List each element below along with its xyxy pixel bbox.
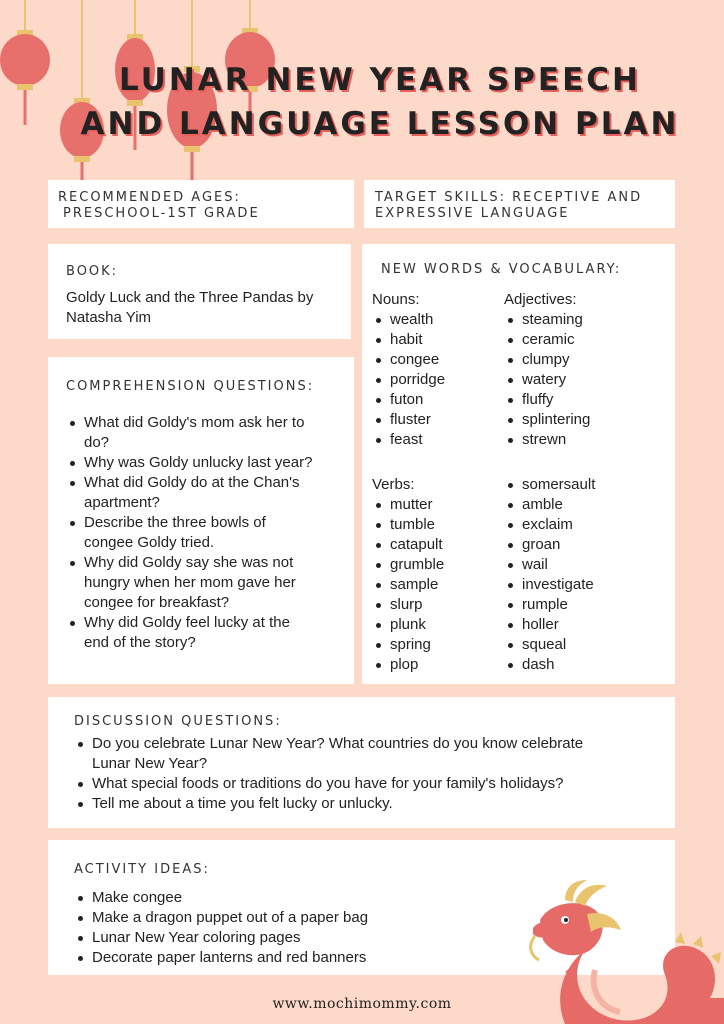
list-item: Make a dragon puppet out of a paper bag <box>74 908 649 928</box>
list-item: somersault <box>504 475 634 495</box>
list-item: Make congee <box>74 888 649 908</box>
list-item: fluster <box>372 410 502 430</box>
list-item: squeal <box>504 635 634 655</box>
list-item: investigate <box>504 575 634 595</box>
list-item: clumpy <box>504 350 634 370</box>
vocabulary-label: NEW WORDS & VOCABULARY: <box>381 262 622 277</box>
book-label: BOOK: <box>66 264 119 279</box>
list-item: catapult <box>372 535 502 555</box>
comprehension-list <box>66 413 336 653</box>
list-item: Decorate paper lanterns and red banners <box>74 948 649 968</box>
list-item: futon <box>372 390 502 410</box>
list-item: grumble <box>372 555 502 575</box>
discussion-label: DISCUSSION QUESTIONS: <box>74 714 282 729</box>
list-item: What did Goldy do at the Chan's apartment? <box>66 473 336 513</box>
recommended-ages-label: RECOMMENDED AGES: <box>58 190 241 205</box>
list-item: groan <box>504 535 634 555</box>
list-item: watery <box>504 370 634 390</box>
list-item: tumble <box>372 515 502 535</box>
list-item: What special foods or traditions do you have for your family's holidays? <box>74 774 649 794</box>
list-item: ceramic <box>504 330 634 350</box>
list-item: steaming <box>504 310 634 330</box>
list-item: Why was Goldy unlucky last year? <box>66 453 336 473</box>
list-item: What did Goldy's mom ask her to do? <box>66 413 336 453</box>
nouns-heading: Nouns: <box>372 291 420 308</box>
footer-url: www.mochimommy.com <box>272 996 452 1012</box>
verbs-list-2 <box>504 475 634 675</box>
target-skills-card <box>364 180 675 228</box>
list-item: amble <box>504 495 634 515</box>
verbs-column <box>372 475 502 675</box>
nouns-list <box>372 310 502 450</box>
list-item: congee <box>372 350 502 370</box>
nouns-column <box>372 290 502 450</box>
list-item: Lunar New Year coloring pages <box>74 928 649 948</box>
list-item: habit <box>372 330 502 350</box>
discussion-questions-card <box>48 697 675 828</box>
list-item: spring <box>372 635 502 655</box>
list-item: feast <box>372 430 502 450</box>
page-title: LUNAR NEW YEAR SPEECH AND LANGUAGE LESSON PLAN <box>80 62 680 142</box>
recommended-ages-card <box>48 180 354 228</box>
book-card <box>48 244 351 339</box>
activity-label: ACTIVITY IDEAS: <box>74 862 210 877</box>
list-item: exclaim <box>504 515 634 535</box>
list-item: Do you celebrate Lunar New Year? What countries do you know celebrate Lunar New Year? <box>74 734 649 774</box>
list-item: Tell me about a time you felt lucky or unlucky. <box>74 794 649 814</box>
vocabulary-card <box>362 244 675 684</box>
list-item: wail <box>504 555 634 575</box>
list-item: holler <box>504 615 634 635</box>
list-item: dash <box>504 655 634 675</box>
adjectives-column <box>504 290 634 450</box>
list-item: fluffy <box>504 390 634 410</box>
list-item: mutter <box>372 495 502 515</box>
list-item: rumple <box>504 595 634 615</box>
list-item: slurp <box>372 595 502 615</box>
list-item: sample <box>372 575 502 595</box>
list-item: strewn <box>504 430 634 450</box>
list-item: plop <box>372 655 502 675</box>
list-item: Describe the three bowls of congee Goldy tried. <box>66 513 336 553</box>
comprehension-questions-card <box>48 357 354 684</box>
verbs-column-2 <box>504 475 634 675</box>
adjectives-heading: Adjectives: <box>504 291 577 308</box>
verbs-list <box>372 495 502 675</box>
list-item: splintering <box>504 410 634 430</box>
comprehension-label: COMPREHENSION QUESTIONS: <box>66 379 315 394</box>
target-skills-line2: EXPRESSIVE LANGUAGE <box>375 206 570 221</box>
target-skills-line1: TARGET SKILLS: RECEPTIVE AND <box>375 190 643 205</box>
list-item: wealth <box>372 310 502 330</box>
list-item: Why did Goldy say she was not hungry when her mom gave her congee for breakfast? <box>66 553 336 613</box>
adjectives-list <box>504 310 634 450</box>
recommended-ages-value: PRESCHOOL-1ST GRADE <box>63 206 260 221</box>
verbs-heading: Verbs: <box>372 476 415 493</box>
list-item: Why did Goldy feel lucky at the end of the story? <box>66 613 336 653</box>
list-item: porridge <box>372 370 502 390</box>
list-item: plunk <box>372 615 502 635</box>
discussion-list <box>74 734 649 814</box>
book-title: Goldy Luck and the Three Pandas by Natasha Yim <box>66 289 314 326</box>
lantern-icon <box>0 30 50 125</box>
